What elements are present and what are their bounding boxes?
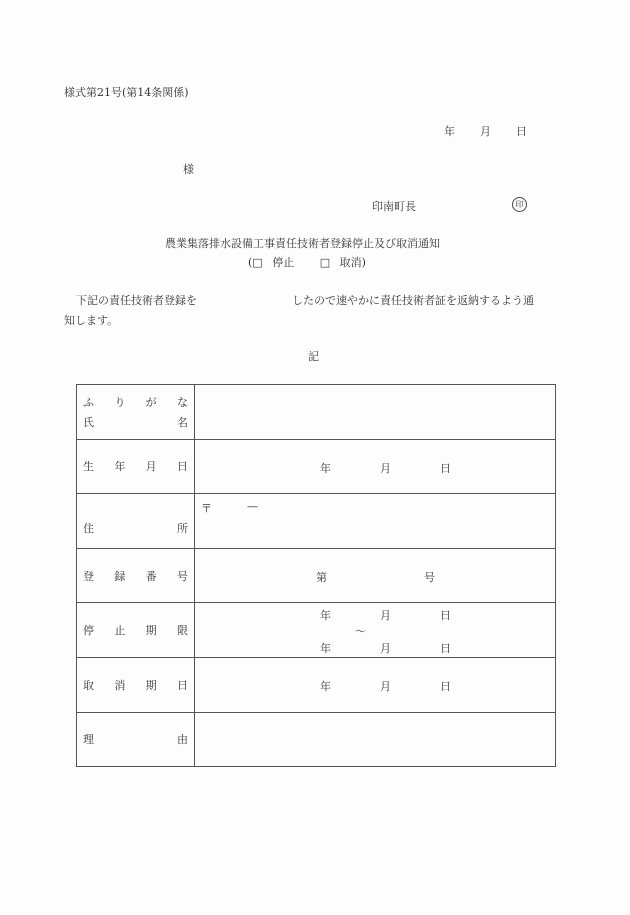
label-char: 期	[145, 678, 157, 692]
tilde: ～	[355, 625, 366, 639]
month-label: 月	[380, 679, 391, 693]
table-row-registration	[77, 548, 556, 603]
year-label: 年	[320, 679, 331, 693]
label-char: 登	[83, 569, 94, 583]
label-char: 名	[177, 415, 188, 429]
label-char: 限	[176, 624, 188, 638]
year-label: 年	[320, 609, 331, 623]
day-label: 日	[440, 609, 451, 623]
postal-dash: —	[247, 500, 258, 514]
issuer-title: 印南町長	[372, 200, 416, 213]
year-label: 年	[320, 461, 331, 475]
body-text-3: 知します。	[64, 314, 119, 327]
label-char: 年	[114, 460, 126, 474]
label-char: 消	[114, 678, 126, 692]
label-char: 日	[176, 678, 188, 692]
registration-number-field[interactable]	[195, 548, 556, 603]
label-char: な	[176, 395, 188, 409]
reg-dai-label: 第	[316, 570, 327, 584]
label-char: 日	[176, 460, 188, 474]
form-number: 様式第21号(第14条関係)	[64, 86, 189, 99]
table-row-suspension	[77, 603, 556, 658]
table-row-cancel-date	[77, 657, 556, 712]
label-char: 住	[83, 521, 94, 535]
label-char: 録	[114, 569, 126, 583]
seal-icon: 印	[512, 197, 527, 212]
month-label: 月	[380, 609, 391, 623]
issue-day: 日	[516, 125, 527, 138]
type-options	[248, 254, 366, 270]
paren-close: )	[361, 256, 366, 269]
ki-heading: 記	[308, 350, 319, 363]
table-row-birth	[77, 439, 556, 494]
table-row-reason	[77, 712, 556, 767]
issue-year: 年	[444, 125, 455, 138]
label-char: 生	[83, 460, 94, 474]
label-char: り	[114, 395, 126, 409]
label-char: 番	[145, 569, 157, 583]
suspension-period-field[interactable]	[195, 603, 556, 658]
cancel-date-field[interactable]	[195, 657, 556, 712]
label-char: が	[145, 395, 157, 409]
label-char: ふ	[83, 395, 94, 409]
stop-checkbox[interactable]: □	[252, 256, 263, 269]
day-label: 日	[440, 679, 451, 693]
body-text-2: したので速やかに責任技術者証を返納するよう通	[292, 294, 534, 307]
month-label: 月	[380, 642, 391, 656]
label-char: 停	[83, 624, 94, 638]
address-field[interactable]	[195, 494, 556, 549]
label-char: 理	[83, 733, 94, 747]
document-title: 農業集落排水設備工事責任技術者登録停止及び取消通知	[165, 237, 440, 250]
label-char: 期	[145, 624, 157, 638]
addressee-suffix: 様	[183, 163, 194, 176]
name-field[interactable]	[195, 385, 556, 440]
stop-label: 停止	[272, 256, 295, 269]
day-label: 日	[440, 642, 451, 656]
label-char: 月	[145, 460, 157, 474]
label-char: 号	[176, 569, 188, 583]
day-label: 日	[440, 461, 451, 475]
paren-open: (	[248, 256, 253, 269]
table-row-name	[77, 385, 556, 440]
info-table	[76, 384, 556, 767]
table-row-address	[77, 494, 556, 549]
label-char: 由	[177, 733, 188, 747]
cancel-checkbox[interactable]: □	[319, 256, 331, 269]
body-text-1: 下記の責任技術者登録を	[76, 294, 197, 307]
birth-date-field[interactable]	[195, 439, 556, 494]
reason-field[interactable]	[195, 712, 556, 767]
label-char: 所	[177, 521, 188, 535]
month-label: 月	[380, 461, 391, 475]
label-char: 取	[83, 678, 94, 692]
label-char: 氏	[83, 415, 94, 429]
cancel-label: 取消	[339, 256, 362, 269]
reg-go-label: 号	[424, 570, 435, 584]
label-char: 止	[114, 624, 126, 638]
postal-mark-icon: 〒	[201, 502, 212, 516]
issue-month: 月	[480, 125, 491, 138]
year-label: 年	[320, 642, 331, 656]
